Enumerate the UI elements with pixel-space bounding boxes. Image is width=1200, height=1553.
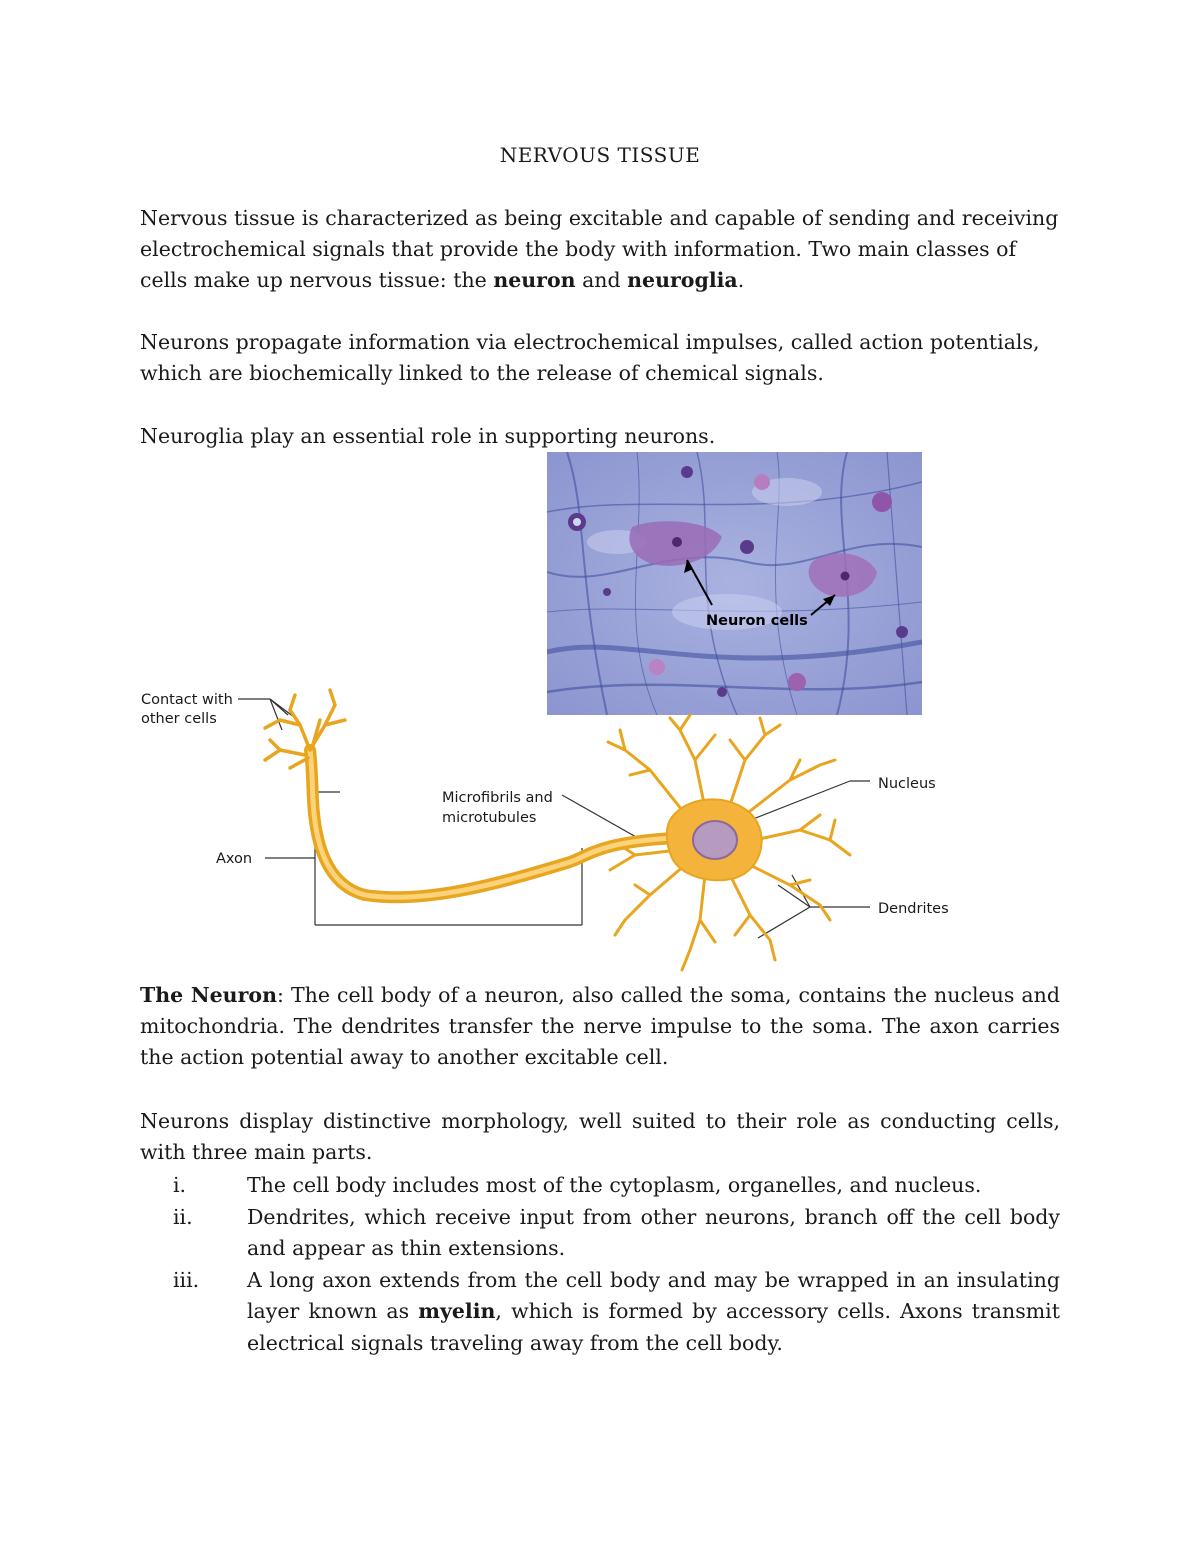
micrograph-label: Neuron cells [706,613,808,629]
term-myelin: myelin [418,1299,496,1323]
list-text: The cell body includes most of the cytoplasm, organelles, and nucleus. [247,1173,982,1197]
intro-paragraph [140,203,1060,296]
neuron-diagram [130,680,970,980]
neuron-paragraph [140,980,1060,1073]
neuroglia-paragraph: Neuroglia play an essential role in supporting neurons. [140,424,716,448]
morphology-paragraph: Neurons display distinctive morphology, well suited to their role as conducting cells, with three main parts. [140,1109,1060,1164]
list-text [247,1265,1060,1360]
label-microfibrils-line-1: Microfibrils and [442,790,553,806]
list-item [140,1170,1060,1202]
neuron-heading: The Neuron [140,983,277,1007]
list-text-part-2: , which is formed by accessory cells. Axons transmit electrical signals traveling away from the cell body. [247,1299,1060,1355]
list-number: iii. [173,1267,200,1292]
intro-text-3: . [737,268,745,292]
page-title: NERVOUS TISSUE [499,143,701,167]
label-dendrites: Dendrites [878,901,949,917]
term-neuron: neuron [493,268,576,292]
list-number: i. [173,1173,187,1197]
list-item [140,1265,1060,1360]
intro-text-2: and [575,268,628,292]
term-neuroglia: neuroglia [627,268,738,292]
micrograph-image [547,452,922,715]
list-text: Dendrites, which receive input from other neurons, branch off the cell body and appear as thin extensions. [247,1204,1060,1260]
list-number: ii. [173,1204,193,1229]
label-axon: Axon [216,851,253,867]
label-nucleus: Nucleus [878,776,936,792]
neuron-diagram-svg [130,680,970,980]
neurons-paragraph: Neurons propagate information via electrochemical impulses, called action potentials, which are biochemically linked to the release of chemical signals. [140,330,1040,385]
intro-text-1: Nervous tissue is characterized as being excitable and capable of sending and receiving electrochemical signals that provide the body with information. Two main classes of cells make up nervous tissue: the [140,206,1059,292]
list-item [140,1202,1060,1265]
neuron-paragraph-text: : The cell body of a neuron, also called the soma, contains the nucleus and mitochondria. The dendrites transfer the nerve impulse to the soma. The axon carries the action potential away to another excitable cell. [140,983,1060,1069]
list-text-part-1: A long axon extends from the cell body and may be wrapped in an insulating layer known as [247,1267,1060,1323]
parts-list [140,1170,1060,1359]
label-microfibrils-line-2: microtubules [442,810,537,826]
label-contact-line-1: Contact with [141,692,233,708]
label-contact-line-2: other cells [141,711,217,727]
neuron-micrograph [547,452,922,715]
